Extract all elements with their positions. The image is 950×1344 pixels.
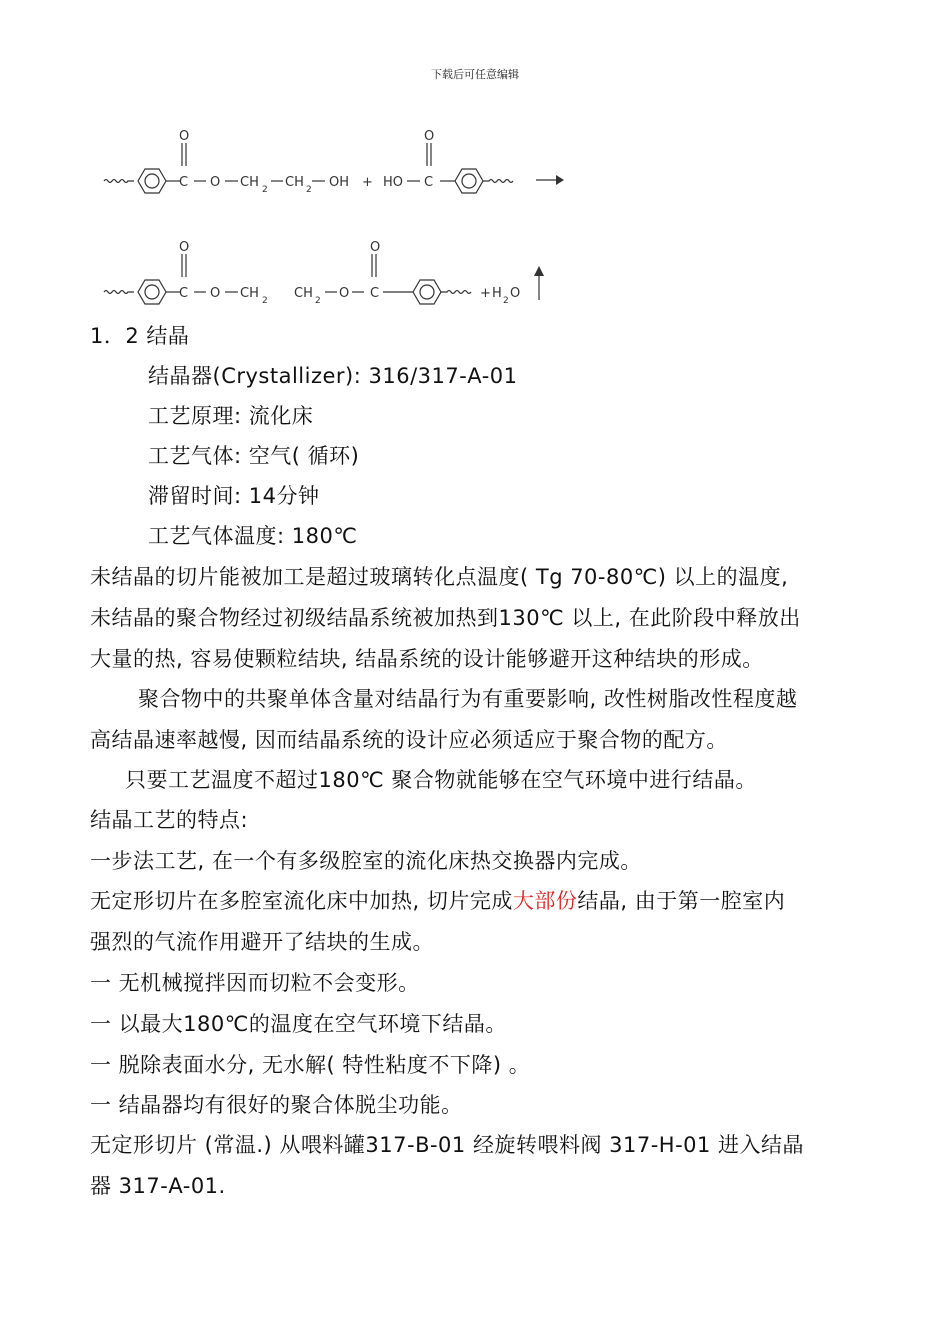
- paragraph2-line2: 高结晶速率越慢, 因而结晶系统的设计应必须适应于聚合物的配方。: [90, 728, 728, 752]
- row2-plus: +: [480, 286, 491, 301]
- row2-carbon: C: [179, 286, 189, 301]
- row1-ho: HO: [383, 175, 404, 190]
- row2-carbonyl-o: O: [179, 240, 190, 255]
- param-principle: 工艺原理: 流化床: [148, 404, 314, 428]
- row1-carbonyl-o2: O: [424, 129, 435, 144]
- paragraph3: 只要工艺温度不超过180℃ 聚合物就能够在空气环境中进行结晶。: [125, 768, 757, 792]
- row2-ester-o: O: [210, 286, 221, 301]
- paragraph1-line1: 未结晶的切片能被加工是超过玻璃转化点温度( Tg 70-80℃) 以上的温度,: [90, 565, 789, 589]
- row1-carbon: C: [179, 175, 189, 190]
- feature-heating-after: 结晶, 由于第一腔室内: [577, 889, 786, 913]
- row1-ester-o: O: [210, 175, 221, 190]
- param-residence-time: 滞留时间: 14分钟: [148, 484, 320, 508]
- feature-heating-before: 无定形切片在多腔室流化床中加热, 切片完成: [90, 889, 513, 913]
- bullet-dust-removal: 一 结晶器均有很好的聚合体脱尘功能。: [90, 1093, 463, 1117]
- row1-oh: OH: [329, 175, 350, 190]
- benzene-ring-4: [413, 280, 441, 304]
- page-header: 下载后可任意编辑: [431, 68, 519, 81]
- row2-ch2-b: CH: [294, 286, 313, 301]
- arrow-right-icon: [556, 175, 564, 185]
- row2-sub-b: 2: [315, 296, 321, 306]
- paragraph1-line3: 大量的热, 容易使颗粒结块, 结晶系统的设计能够避开这种结块的形成。: [90, 647, 764, 671]
- final-line1: 无定形切片 (常温.) 从喂料罐317-B-01 经旋转喂料阀 317-H-01 进入结晶: [90, 1133, 805, 1157]
- wavy-bond-left-1: [104, 180, 134, 183]
- row1-carbonyl-o: O: [179, 129, 190, 144]
- reaction-diagram: [0, 0, 950, 320]
- feature-heating-line2: 强烈的气流作用避开了结块的生成。: [90, 930, 434, 954]
- row2-sub-h: 2: [503, 296, 509, 306]
- row1-plus: +: [362, 175, 373, 190]
- paragraph1-line2: 未结晶的聚合物经过初级结晶系统被加热到130℃ 以上, 在此阶段中释放出: [90, 606, 801, 630]
- row2-ester-o2: O: [339, 286, 350, 301]
- benzene-ring-3: [138, 280, 166, 304]
- wavy-bond-left-2: [104, 291, 134, 294]
- row1-sub-b: 2: [306, 185, 312, 195]
- row1-ch2-a: CH: [240, 175, 259, 190]
- wavy-bond-right-2: [441, 291, 471, 294]
- row2-carbonyl-o2: O: [370, 240, 381, 255]
- row1-ch2-b: CH: [285, 175, 304, 190]
- bullet-max-temperature: 一 以最大180℃的温度在空气环境下结晶。: [90, 1012, 507, 1036]
- param-crystallizer: 结晶器(Crystallizer): 316/317-A-01: [148, 364, 518, 388]
- row2-ch2-a: CH: [240, 286, 259, 301]
- row2-sub-a: 2: [262, 296, 268, 306]
- row1-sub-a: 2: [262, 185, 268, 195]
- paragraph2-line1: 聚合物中的共聚单体含量对结晶行为有重要影响, 改性树脂改性程度越: [138, 687, 798, 711]
- feature-heating-line1: [90, 887, 870, 915]
- param-gas-temperature: 工艺气体温度: 180℃: [148, 524, 358, 548]
- benzene-ring-2: [455, 169, 483, 193]
- section-title: 1．2 结晶: [90, 324, 190, 348]
- row2-carbon2: C: [370, 286, 380, 301]
- final-line2: 器 317-A-01.: [90, 1174, 226, 1198]
- benzene-ring-1: [138, 169, 166, 193]
- param-gas: 工艺气体: 空气( 循环): [148, 444, 360, 468]
- features-title: 结晶工艺的特点:: [90, 808, 249, 832]
- row2-water-o: O: [510, 286, 521, 301]
- feature-one-step: 一步法工艺, 在一个有多级腔室的流化床热交换器内完成。: [90, 849, 642, 873]
- bullet-moisture-removal: 一 脱除表面水分, 无水解( 特性粘度不下降) 。: [90, 1053, 531, 1077]
- highlight-text: 大部份: [512, 889, 578, 913]
- bullet-no-agitation: 一 无机械搅拌因而切粒不会变形。: [90, 971, 420, 995]
- arrow-up-icon: [534, 266, 544, 276]
- row1-carbon2: C: [424, 175, 434, 190]
- row2-h: H: [492, 286, 502, 301]
- wavy-bond-right-1: [483, 180, 513, 183]
